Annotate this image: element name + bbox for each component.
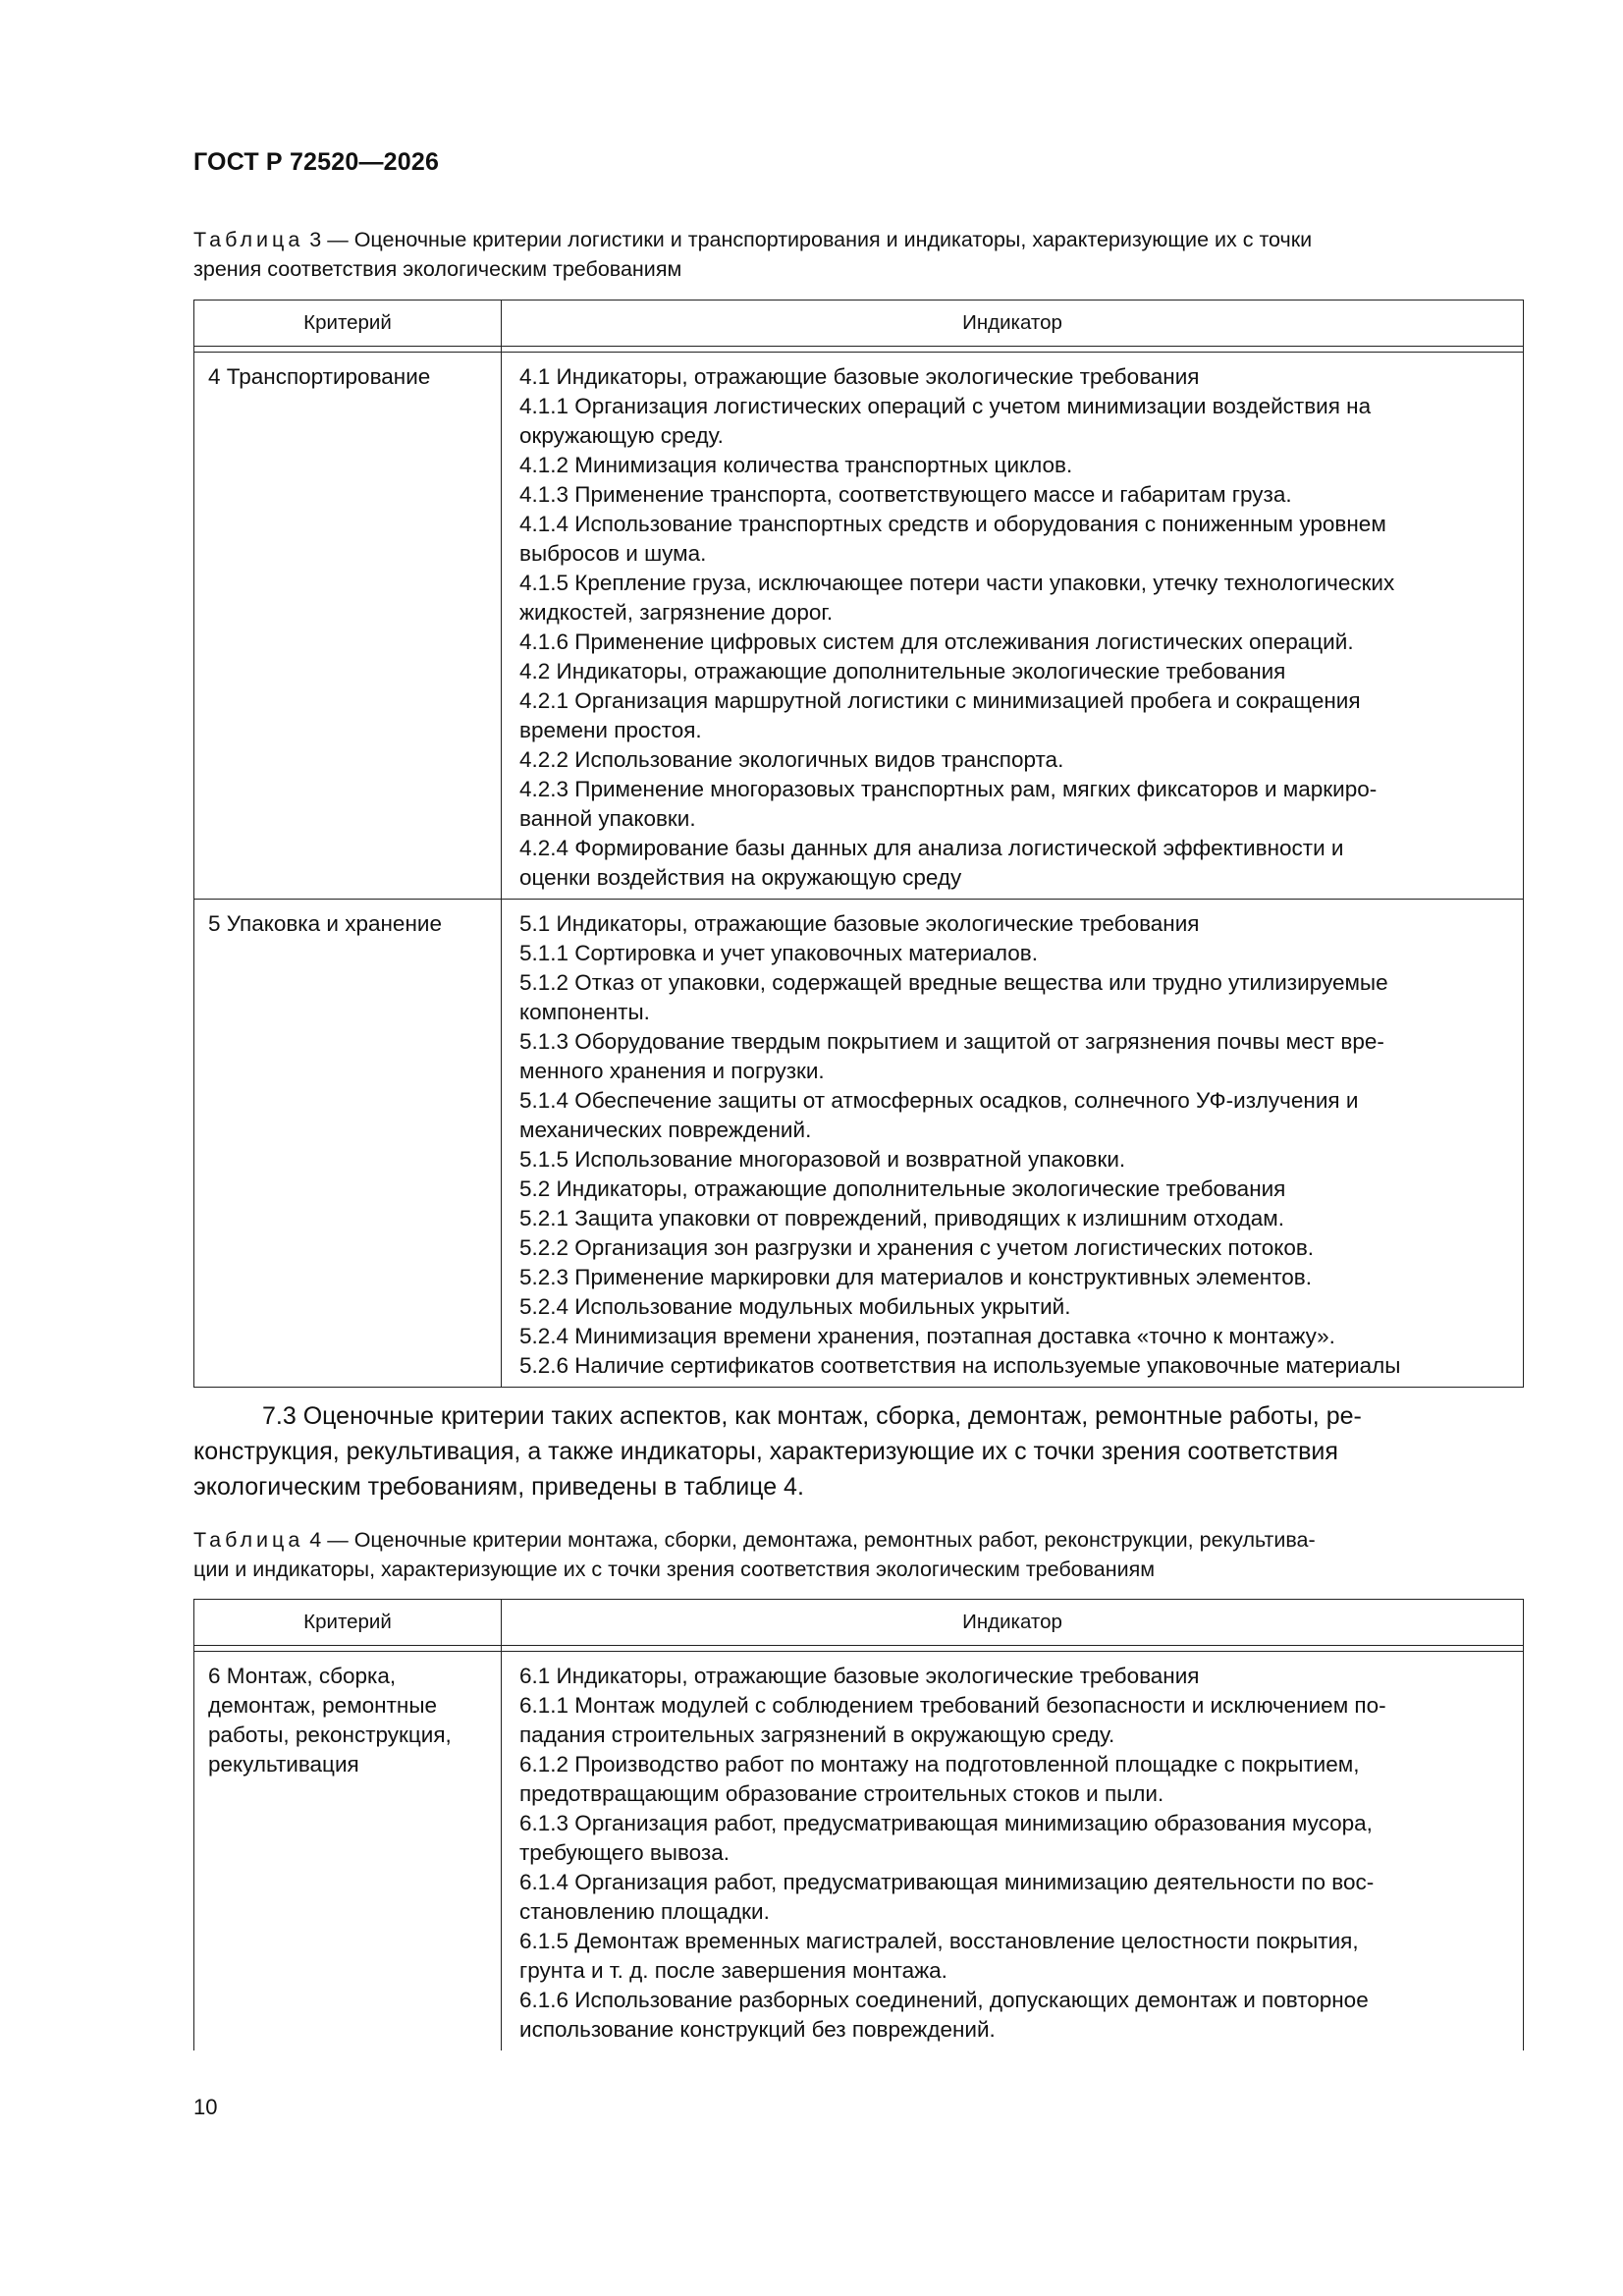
criterion-line: работы, реконструкция,	[208, 1722, 452, 1747]
table-4-caption-text-line2: ции и индикаторы, характеризующие их с точки зрения соответствия экологическим требованиям	[193, 1558, 1156, 1581]
indicator-line: оценки воздействия на окружающую среду	[519, 865, 962, 890]
indicator-line: 4.2.4 Формирование базы данных для анализа логистической эффективности и	[519, 836, 1344, 860]
table-4	[193, 1599, 1524, 2050]
indicator-line: 5.2.4 Использование модульных мобильных укрытий.	[519, 1294, 1071, 1319]
table-row	[194, 900, 1524, 1388]
indicator-line: 4.2.2 Использование экологичных видов транспорта.	[519, 747, 1064, 772]
indicator-line: ванной упаковки.	[519, 806, 696, 831]
indicator-line: 4.1.2 Минимизация количества транспортных циклов.	[519, 453, 1073, 477]
criterion-cell: 5 Упаковка и хранение	[194, 900, 502, 1388]
table-header-row	[194, 1600, 1524, 1646]
indicator-line: 4.2.3 Применение многоразовых транспортных рам, мягких фиксаторов и маркиро-	[519, 777, 1378, 801]
indicator-line: 4.2 Индикаторы, отражающие дополнительные экологические требования	[519, 659, 1286, 683]
indicator-line: 5.2.1 Защита упаковки от повреждений, приводящих к излишним отходам.	[519, 1206, 1284, 1230]
indicator-line: 5.1.4 Обеспечение защиты от атмосферных осадков, солнечного УФ-излучения и	[519, 1088, 1359, 1113]
page-number: 10	[193, 2095, 218, 2119]
paragraph-line: экологическим требованиям, приведены в таблице 4.	[193, 1473, 804, 1501]
indicator-line: 6.1 Индикаторы, отражающие базовые экологические требования	[519, 1664, 1200, 1688]
indicator-line: менного хранения и погрузки.	[519, 1059, 825, 1083]
indicator-line: 4.1.5 Крепление груза, исключающее потери части упаковки, утечку технологических	[519, 571, 1395, 595]
column-header-indicator: Индикатор	[502, 301, 1524, 347]
indicator-line: использование конструкций без повреждений.	[519, 2017, 996, 2042]
indicator-line: 5.1 Индикаторы, отражающие базовые экологические требования	[519, 911, 1200, 936]
indicator-line: 4.1.4 Использование транспортных средств и оборудования с пониженным уровнем	[519, 512, 1386, 536]
criterion-line: 6 Монтаж, сборка,	[208, 1664, 397, 1688]
indicator-cell	[502, 900, 1524, 1388]
indicator-line: грунта и т. д. после завершения монтажа.	[519, 1958, 947, 1983]
indicator-line: 6.1.3 Организация работ, предусматривающая минимизацию образования мусора,	[519, 1811, 1373, 1835]
table-3-caption-text-line2: зрения соответствия экологическим требованиям	[193, 257, 682, 281]
indicator-line: 6.1.5 Демонтаж временных магистралей, восстановление целостности покрытия,	[519, 1929, 1359, 1953]
indicator-line: 4.1 Индикаторы, отражающие базовые экологические требования	[519, 364, 1200, 389]
indicator-line: 6.1.1 Монтаж модулей с соблюдением требований безопасности и исключением по-	[519, 1693, 1386, 1718]
indicator-line: выбросов и шума.	[519, 541, 707, 566]
indicator-line: механических повреждений.	[519, 1118, 812, 1142]
indicator-line: времени простоя.	[519, 718, 702, 742]
table-3-caption	[193, 225, 1529, 284]
document-code: ГОСТ Р 72520—2026	[193, 148, 440, 176]
indicator-line: компоненты.	[519, 1000, 650, 1024]
column-header-indicator: Индикатор	[502, 1600, 1524, 1646]
paragraph-line: конструкция, рекультивация, а также индикаторы, характеризующие их с точки зрения соответствия	[193, 1438, 1338, 1465]
indicator-line: 6.1.2 Производство работ по монтажу на подготовленной площадке с покрытием,	[519, 1752, 1360, 1777]
indicator-line: 4.1.6 Применение цифровых систем для отслеживания логистических операций.	[519, 629, 1354, 654]
table-3-caption-text: 3 — Оценочные критерии логистики и транспортирования и индикаторы, характеризующие их с точки	[309, 228, 1313, 251]
table-4-caption	[193, 1525, 1529, 1584]
indicator-line: 5.2.2 Организация зон разгрузки и хранения с учетом логистических потоков.	[519, 1235, 1315, 1260]
table-row	[194, 1652, 1524, 2051]
indicator-line: жидкостей, загрязнение дорог.	[519, 600, 834, 625]
indicator-line: 5.1.5 Использование многоразовой и возвратной упаковки.	[519, 1147, 1126, 1172]
table-4-caption-text: 4 — Оценочные критерии монтажа, сборки, демонтажа, ремонтных работ, реконструкции, рекультива-	[309, 1528, 1316, 1552]
indicator-line: 4.1.3 Применение транспорта, соответствующего массе и габаритам груза.	[519, 482, 1292, 507]
indicator-line: 5.2.4 Минимизация времени хранения, поэтапная доставка «точно к монтажу».	[519, 1324, 1335, 1348]
indicator-line: 4.2.1 Организация маршрутной логистики с минимизацией пробега и сокращения	[519, 688, 1361, 713]
paragraph-7-3	[193, 1398, 1524, 1504]
indicator-line: 6.1.4 Организация работ, предусматривающая минимизацию деятельности по вос-	[519, 1870, 1375, 1894]
table-3	[193, 300, 1524, 1388]
criterion-line: демонтаж, ремонтные	[208, 1693, 438, 1718]
indicator-line: окружающую среду.	[519, 423, 724, 448]
criterion-cell	[194, 1652, 502, 2051]
table-header-row	[194, 301, 1524, 347]
indicator-line: 5.2 Индикаторы, отражающие дополнительные экологические требования	[519, 1176, 1286, 1201]
paragraph-line: 7.3 Оценочные критерии таких аспектов, как монтаж, сборка, демонтаж, ремонтные работы, ре-	[262, 1402, 1362, 1430]
indicator-line: 5.1.3 Оборудование твердым покрытием и защитой от загрязнения почвы мест вре-	[519, 1029, 1384, 1054]
indicator-line: падания строительных загрязнений в окружающую среду.	[519, 1722, 1115, 1747]
criterion-cell: 4 Транспортирование	[194, 353, 502, 900]
indicator-line: 5.2.3 Применение маркировки для материалов и конструктивных элементов.	[519, 1265, 1312, 1289]
indicator-line: предотвращающим образование строительных стоков и пыли.	[519, 1781, 1164, 1806]
table-4-caption-label: Таблица	[193, 1528, 304, 1552]
indicator-cell	[502, 353, 1524, 900]
indicator-line: 5.1.1 Сортировка и учет упаковочных материалов.	[519, 941, 1038, 965]
column-header-criterion: Критерий	[194, 301, 502, 347]
table-3-caption-label: Таблица	[193, 228, 304, 251]
indicator-line: 5.1.2 Отказ от упаковки, содержащей вредные вещества или трудно утилизируемые	[519, 970, 1388, 995]
indicator-cell	[502, 1652, 1524, 2051]
column-header-criterion: Критерий	[194, 1600, 502, 1646]
indicator-line: требующего вывоза.	[519, 1840, 730, 1865]
indicator-line: 6.1.6 Использование разборных соединений, допускающих демонтаж и повторное	[519, 1988, 1369, 2012]
indicator-line: 5.2.6 Наличие сертификатов соответствия на используемые упаковочные материалы	[519, 1353, 1401, 1378]
table-row	[194, 353, 1524, 900]
indicator-line: 4.1.1 Организация логистических операций с учетом минимизации воздействия на	[519, 394, 1372, 418]
indicator-line: становлению площадки.	[519, 1899, 770, 1924]
criterion-line: рекультивация	[208, 1752, 359, 1777]
